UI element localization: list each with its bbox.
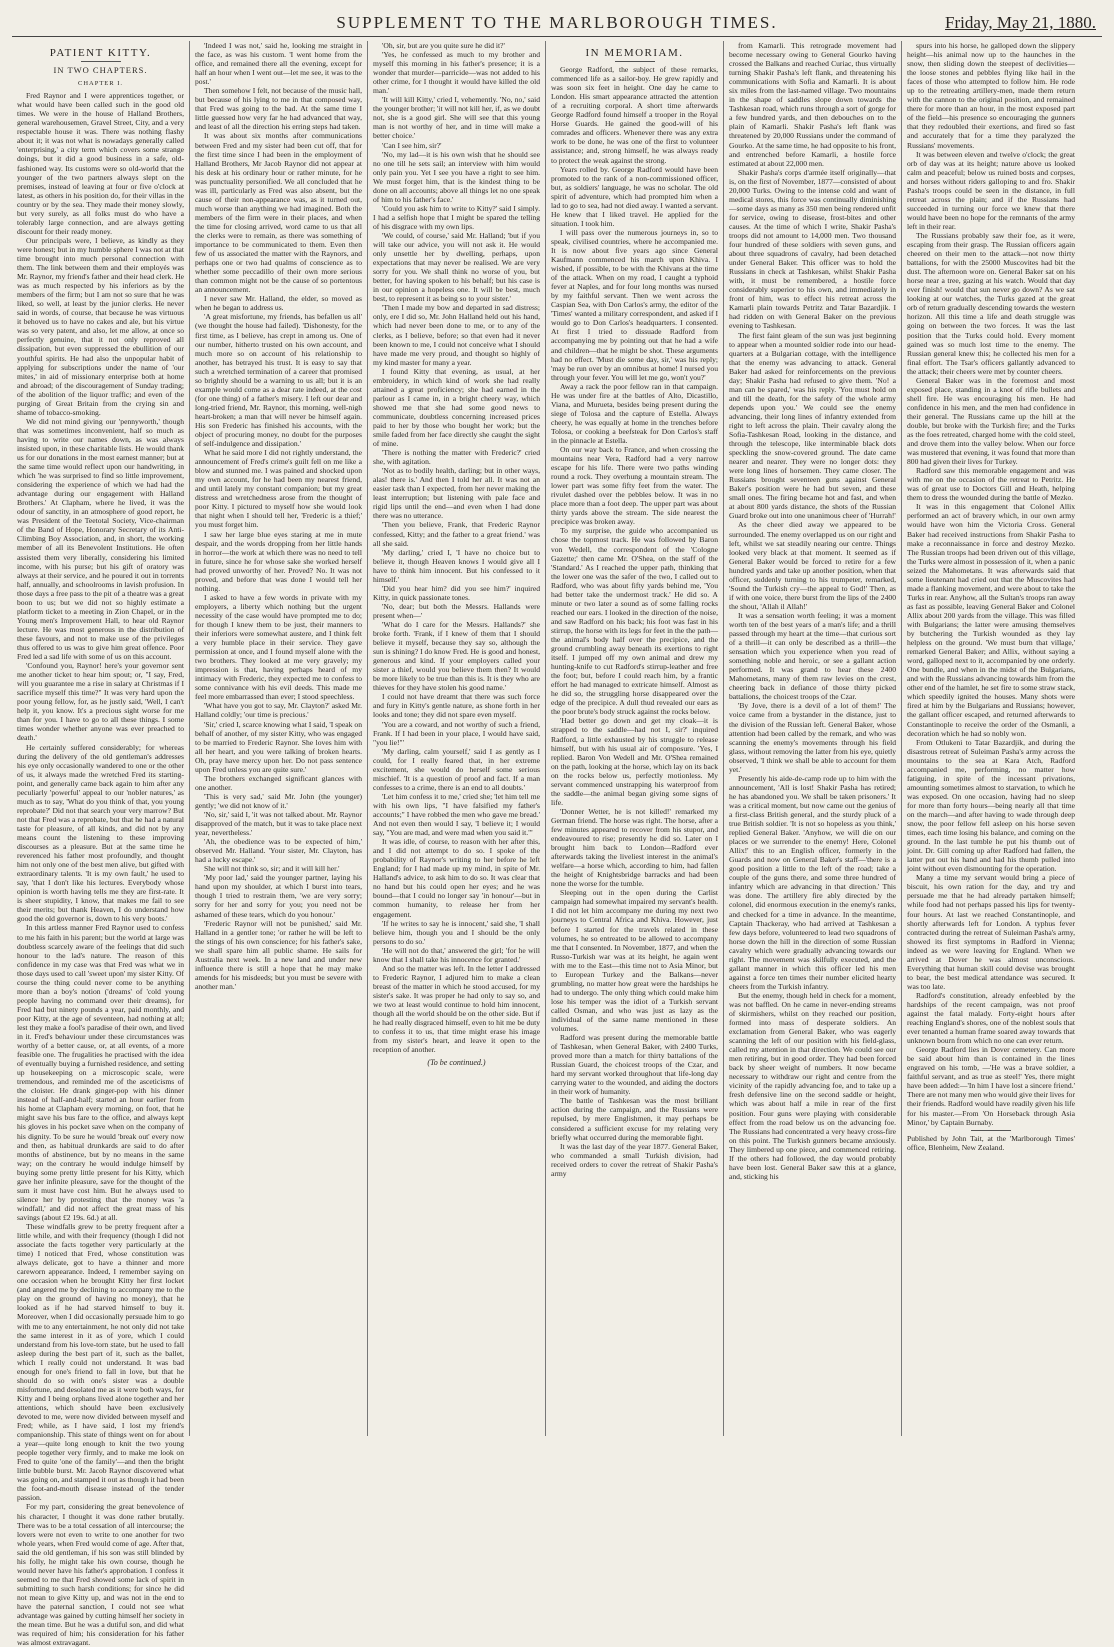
column-5 (724, 41, 902, 1436)
paragraph: 'A great misfortune, my friends, has befallen us all' (we thought the house had failed). 'Dishonesty, for the first time, as I believe, has crept in among us. One of our number, hitherto trusted on his own account, and much more so on account of his relationship to another, has betrayed his trust. It is easy to say that such a wretched termination of a career that promised so brightly should be a warning to us all; but it is an example would come as a dear rate indeed, at the cost (for one thing) of a father's misery. I left our dear and long-tried friend, Mr. Raynor, this morning, well-nigh heart-broken; a man that will never be himself again. His son Frederic has finished his accounts, with the object of procuring money, no doubt for the purposes of self-indulgence and dissipation.' (195, 312, 362, 449)
paragraph: I found Kitty that evening, as usual, at her embroidery, in which kind of work she had really attained a great proficiency; she had earned in the parlour as I came in, in a bright cheery way, which showed me that she had some good news to communicate, doubtless concerning increased prices paid to her by those who bought her work; but the smile faded from her face directly she caught the sight of mine. (373, 366, 540, 449)
paragraph: 'No, sir,' said I, 'it was not talked about. Mr. Raynor disapproved of the match, but it was to take place next year, nevertheless.' (195, 809, 362, 838)
paragraph: George Radford lies in Dover cemetery. Can more be said about him than is contained in the lines engraved on his tomb, —'He was a brave soldier, a faithful servant, and as true as steel!' Yes, there might have been added:—'In him I have lost a sincere friend.' There are not many men who would give their lives for their friends. Radford would have readily given his life for his master.—From 'On Horseback through Asia Minor,' by Captain Burnaby. (907, 1045, 1075, 1127)
paragraph: The brothers exchanged significant glances with one another. (195, 773, 362, 792)
paragraph: 'Had better go down and get my cloak—it is strapped to the saddle—had not I, sir?' inquired Radford, a little exhausted by his struggle to release himself, but with his usual air of composure. 'Yes, I replied. Baron Von Wedell and Mr. O'Shea remained on the path, looking at the horse, which lay on its back on the rocks below us, perfectly motionless. My servant commenced unstrapping his waterproof from the saddle—the animal began giving some signs of life. (551, 716, 718, 807)
paragraph: Our principals were, I believe, as kindly as they were honest; but in my humble sphere I was not at that time brought into much personal connection with them. The link between them and their employés was Mr. Raynor, my friend's father and their head clerk. He was as much respected by his inferiors as by the members of the firm; but I am not so sure that he was liked, so well, at least by the junior clerks. He never said in words, of course, that because he was virtuous it behoved us to have no cakes and ale, but his virtue was so very patent, and also, let me allow, at once so perfectly genuine, that it not only reproved all dissipation, but even suppressed the ebullition of our youthful spirits. He had also the unpopular habit of applying for subscriptions under the name of 'our mites,' in aid of missionary enterprise both at home and abroad; of the discouragement of Sunday trading; of the abolition of the liquor traffic; and even of the purging of Great Britain from the crying sin and shame of tobacco-smoking. (17, 235, 184, 417)
divider (971, 1130, 1011, 1131)
divider (615, 61, 655, 62)
paragraph: What he said more I did not rightly understand, the announcement of Fred's crime's guilt fell on me like a blow and stunned me. I was pained and shocked upon my own account, for he had been my nearest friend, and until lately my constant companion; but my great distress and wretchedness arose from the thought of poor Kitty. I pictured to myself how she would look that night when I should tell her, 'Frederic is a thief;' you must forget him. (195, 448, 362, 530)
paragraph: Presently his aide-de-camp rode up to him with the announcement, 'All is lost! Shakir Pasha has retired; he has abandoned you. We shall be taken prisoners.' It was a critical moment, but now came out the genius of a first-class British general, and the sturdy pluck of a true British soldier. 'It is not so hopeless as you think,' replied General Baker. 'Anyhow, we will die on our places or we surrender to the enemy! Here, Colonel Allix!' this to an English officer, formerly in the Guards and now on General Baker's staff—'there is a good position a little to the left of the road; take a couple of the guns there, and some three hundred of infantry which are advancing in that direction.' This was done. The artillery fire ably directed by the colonel, did enormous execution in the enemy's ranks, and checked for a time in advance. In the meantime, Captain Thackeray, who had arrived at Tashkesan a few days before, volunteered to lead two squadrons of horse down the hill in the direction of some Russian cavalry which were gradually advancing towards our right. The movement was skilfully executed, and the gallant manner in which this officer led his men against a force ten times their number elicited hearty cheers from the Turkish infantry. (729, 773, 896, 991)
paragraph: 'Could you ask him to write to Kitty?' said I simply. I had a selfish hope that I might be spared the telling of his disgrace with my own lips. (373, 203, 540, 231)
memoriam-body-continued (729, 41, 896, 1181)
paragraph: 'No, my lad—it is his own wish that he should see no one till he sets sail; an interview with him would only pain you. Yet I see you have a right to see him. We must forget him, that is the kindest thing to be done on all accounts; above all things let no one speak of him to his father's face.' (373, 149, 540, 204)
story-body-continued (373, 41, 540, 1054)
paragraph: 'We could, of course,' said Mr. Halland; 'but if you will take our advice, you will not ask it. He would only unsettle her by dwelling, perhaps, upon expectations that may never be realised. We are very sorry for you. We shall think no worse of you, but better, for having spoken to his behalf; but his case is in our opinion a hopeless one. It will be best, much best, to represent it as being so to your sister.' (373, 230, 540, 304)
paragraph: 'Let him confess it to me,' cried she; 'let him tell me with his own lips, "I have falsified my father's accounts;" I have robbed the men who gave me bread.' And not even then would I say, 'I believe it; I would say, "You are mad, and were mad when you said it."' (373, 791, 540, 838)
paragraph: 'What have you got to say, Mr. Clayton?' asked Mr. Halland coldly; 'our time is precious.' (195, 701, 362, 720)
memoriam-title: IN MEMORIAM. (585, 47, 684, 59)
paragraph: spurs into his horse, he galloped down the slippery height—his animal now up to the haunches in the snow, then sliding down the steepest of declivities—the loose stones and pebbles flying like hail in the faces of those who attempted to follow him. He rode up to the retreating artillery-men, made them return with the cannon to the original position, and remained there for more than an hour, in the most exposed part of the field—his presence so encouraging the gunners that they redoubled their exertions, and fired so fast and accurately that for a time they paralyzed the Russians' movements. (907, 41, 1075, 150)
paragraph: Years rolled by. George Radford would have been promoted to the rank of a non-commissioned officer, but, as soldiers' language, he was no scholar. The old spirit of adventure, which had prompted him when a lad to go to sea, had not died away. I wanted a servant. He knew that I liked travel. He applied for the situation. I took him. (551, 164, 718, 228)
paragraph: We did not mind giving our 'pennyworth,' though that was sometimes inconvenient, half so much as having to write our names down, as was always insisted upon, in these charitable lists. He would thank us for our donations in the most earnest manner; but at the same time would reflect upon our handwriting, in which 'he was surprised to find so little improvement, considering the experience of which we had had the advantage during our engagement with Halland Brothers.' At Clapham, where he lived, it was the odour of sanctity, in an atmosphere of good report, he was President of the Teetotal Society, Vice-chairman of the Band of Hope, Honorary Secretary of its Anti-Climbing Boy Association, and, in short, the working member of all its Benevolent Institutions. He often assisted them very liberally, considering his limited income, with his purse; but his gift of oratory was always at their service, and he poured it out in torrents half, annually, and schoolrooms in lavish profusion. In those days a free pass to the pit of a theatre was a great boon to us; but we did not so highly estimate a platform ticket to a meeting in Zion Chapel, or in the Young men's Improvement Hall, to hear old Raynor lecture. He was most generous in the distribution of these favours, and not to make use of the privileges thus offered to us was to give him great offence. Poor Fred led a sad life with some of us on this account. (17, 416, 184, 662)
paragraph: 'It will kill Kitty,' cried I, vehemently. 'No, no,' said the younger brother; 'it will not kill her, if, as we doubt not, she is a good girl. She will see that this young man is not worthy of her, and in time will make a better choice.' (373, 95, 540, 141)
paragraph: 'My darling,' cried I, 'I have no choice but to believe it, though Heaven knows I would give all I have to think him innocent. But his confessed to it himself.' (373, 547, 540, 584)
paragraph: 'Yes, he confessed as much to my brother and myself this morning in his father's presence; it is a wonder that murder—parricide—was not added to his other crime, for I thought it would have killed the old man.' (373, 50, 540, 96)
paragraph: He certainly suffered considerably; for whereas during the delivery of the old gentleman's addresses his eye only occasionally wandered to one or the other of us, it always made the wretched Fred its starting-point, and generally came back again to him after any peculiarly 'powerful' appeal to our 'nobler natures,' as much as to say, 'What do you think of that, you young reprobate?' Did not that search your very marrow? But not that Fred was a reprobate, but that he had a natural taste for pleasure, of all kinds, and did not by any means count the listening to these improving discourses as a pleasure. But at the same time he reverenced his father most profoundly, and thought him not only one of the best men alive, but gifted with extraordinary talents. 'It is my own fault,' he used to say, 'that I don't like his lectures. Everybody whose opinion is worth having tells me they are first-rate. It is sheer stupidity, I know, that makes me fail to see their merits; but thank Heaven, I do understand how good the old governor is, down to his very boots.' (17, 742, 184, 924)
paragraph: 'You are a coward, and not worthy of such a friend, Frank. If I had been in your place, I would have said, "you lie!"' (373, 719, 540, 747)
continued-note: (To be continued.) (427, 1058, 486, 1068)
paragraph: 'If he writes to say he is innocent,' said she, 'I shall believe him, though you and I should be the only persons to do so.' (373, 918, 540, 946)
paragraph: The first faint gleam of the sun was just beginning to appear when a mounted soldier rode into our head-quarters at a Bulgarian cottage, with the intelligence that the enemy was advancing to attack. General Baker had asked for reinforcements on the previous day; Shakir Pasha had refused to give them. 'No! a man can be spared,' was his reply. 'You must hold on and till the death, for the safety of the whole army depends upon you.' We could see the enemy advancing, their long lines of infantry extended from right to left across the plain. Their cavalry along the Sofia-Tashkesan Road, looking in the distance, and through the telescope, like interminable black dots speckling the snow-covered ground. The date came nearer and nearer. They were no longer dots: they were long lines of horsemen. They came closer. The Russians brought seventeen guns against General Baker's position were he had but seven, and these small ones. The firing became hot and fast, and when at about 800 yards distance, the shots of the Russian Guard broke out into one unanimous cheer of 'Hurrah!' (729, 330, 896, 521)
masthead (12, 10, 1102, 37)
paragraph: 'Ah, the obedience was to be expected of him,' observed Mr. Halland. 'Your sister, Mr. Clayton, has had a lucky escape.' (195, 837, 362, 865)
paragraph: 'No, dear; but both the Messrs. Hallands were present when—' (373, 601, 540, 620)
masthead-title: SUPPLEMENT TO THE MARLBOROUGH TIMES. (336, 13, 778, 32)
paragraph: From Otlukeni to Tatar Bazardjik, and during the disastrous retreat of Suleiman Pasha's army across the mountains to the sea at Kara Atch, Radford accompanied me, performing, no matter how fatiguing, in spite of the incessant privations, amounting sometimes almost to starvation, to which he was exposed. On one occasion, having had no sleep for more than forty hours—being nearly all that time on the march—and after having to wade through deep snow, the poor fellow fell asleep on his horse seven times, each time losing his balance, and coming on the ground. In the last tumble he put his thumb out of joint. Dr. Gill coming up after Radford had fallen, the latter put out his hand and had his thumb pulled into joint without even dismounting for the operation. (907, 737, 1075, 874)
paragraph: It was the last day of the year 1877. General Baker, who commanded a small Turkish division, had received orders to cover the retreat of Shakir Pasha's army (551, 1141, 718, 1178)
paragraph: It was a sensation worth feeling; it was a moment worth ten of the best years of a man's life; and a thrill passed through my heart at the time—that curious sort of a thrill—it can only be described as a thrill—the sensation which you experience when you read of something noble and heroic, or see a gallant action performed. It was grand to hear these 2400 Mahometans, many of them raw levies on the crest, cheering back in defiance of those thirty picked battalions, the choicest troops of the Czar. (729, 610, 896, 702)
paragraph: 'This is very sad,' said Mr. John (the younger) gently; 'we did not know of it.' (195, 791, 362, 810)
chapter-heading: CHAPTER I. (77, 80, 124, 88)
paragraph: 'Indeed I was not,' said he, looking me straight in the face, as was his custom. 'I went home from the office, and remained there all the evening, except for half an hour when I went out—let me see, it was to the post.' (195, 41, 362, 87)
paragraph: Radford was present during the memorable battle of Tashkesan, when General Baker, with 2400 Turks, proved more than a match for thirty battalions of the Russian Guard, the choicest troops of the Czar, and hard my servant worked throughout that life-long day carrying water to the wounded, and aiding the doctors in their work of humanity. (551, 1033, 718, 1097)
imprint: Published by John Tait, at the 'Marlborough Times' office, Blenheim, New Zealand. (907, 1133, 1075, 1152)
paragraph: 'My darling, calm yourself,' said I as gently as I could, for I really feared that, in her extreme excitement, she would do herself some serious mischief. 'It is a question of proof and fact. If a man confesses to a crime, there is an end to all doubts.' (373, 746, 540, 792)
story-body (17, 91, 184, 1647)
paragraph: 'Did you hear him? did you see him?' inquired Kitty, in quick passionate tones. (373, 583, 540, 602)
paragraph: 'By Jove, there is a devil of a lot of them!' The voice came from a bystander in the distance, just to the division of the Russian left. General Baker, whose attention had been called by the remark, and who was scanning the enemy's movements through his field glass, without removing the latter from his eye, quietly observed, 'I think we shall be able to account for them yet.' (729, 701, 896, 774)
paragraph: Radford saw this memorable engagement and was with me on the occasion of the retreat to Petritz. He was of great use to Doctors Gill and Heath, helping them to dress the wounded during the battle of Mezko. (907, 466, 1075, 503)
memoriam-body-continued (907, 41, 1075, 1127)
paragraph: On our way back to France, and when crossing the mountains near Vera, Radford had a very narrow escape for his life. There were two paths winding round a rock. They overhung a mountain stream. The lower part was some fifty feet from the water. The rivulet dashed over the pebbles below. It was in no place more than a foot deep. The upper part was about thirty yards above the stream. The side nearest the precipice was broken away. (551, 445, 718, 527)
paragraph: The battle of Tashkesan was the most brilliant action during the campaign, and the Russians were repulsed, by mere Englishmen, it may perhaps be considered a sufficient excuse for my relating very briefly what occurred during the memorable fight. (551, 1096, 718, 1142)
paragraph: George Radford, the subject of these remarks, commenced life as a sailor-boy. He grew rapidly and was soon six feet in height. One day he came to London. His smart appearance attracted the attention of a recruiting corporal. A short time afterwards George Radford found himself a trooper in the Royal Horse Guards. He gained the good-will of his comrades and officers. Whenever there was any extra work to be done, he was one of the first to volunteer assistance; and, strong himself, he was always ready to protect the weak against the strong. (551, 65, 718, 165)
paragraph: 'My poor lad,' said the younger partner, laying his hand upon my shoulder, at which I burst into tears, though I tried to restrain them, 'we are very sorry; sorry for her and sorry for you; you need not be ashamed of these tears, which do you honour.' (195, 873, 362, 919)
paragraph: These windfalls grew to be pretty frequent after a little while, and with their frequency (though I did not associate the facts together very particularly at the time) I noticed that Fred, whose constitution was always delicate, got to have a thinner and more careworn appearance. Indeed, I remember saying on one occasion when he brought Kitty her first locket (and angered me by declining to accompany me to the play on the ground of having no money), that he looked as if he had starved himself to buy it. Moreover, when I did occasionally persuade him to go with me to any entertainment, he not only did not take the same interest in it as of yore, which I could understand from his love-torn state, but he used to fall asleep during the best part of it, such as the ballet, which I really could not understand. It was bad enough for one's friend to fall in love, but that he should do so with one's sister was a double misfortune, and desolated me as it were both ways, for Kitty and I being orphans lived alone together and her attentions, which should have been exclusively devoted to me, were now divided between myself and Fred; while, as I have said, I lost my friend's companionship. This state of things went on for about a year—quite long enough to knit the two young people together very firmly, and to make me look on Fred to quite 'one of the family'—and then the bright little bubble burst. Mr. Jacob Raynor discovered what was going on, and stamped it out as though it had been the foot-and-mouth disease instead of the tender passion. (17, 1222, 184, 1503)
paragraph: 'What do I care for the Messrs. Hallands?' she broke forth. 'Frank, if I knew of them that I should believe it myself, because they say so, although the sun is shining? I do know Fred. He is good and honest, generous and kind. If your employers called your sister a thief, would you believe them then? It would be more likely to be true than this is. It is they who are thieves for they have stolen his good name.' (373, 620, 540, 693)
paragraph: Away a rack the poor fellow ran in that campaign. He was under fire at the battles of Alto, Dicastillo, Viana, and Murueta, besides being present during the siege of Tolosa and the capture of Estella. Always cheery, he was equally at home in the trenches before Tolosa, or cooking a beefsteak for Don Carlos's staff in the pinnacle at Estella. (551, 381, 718, 445)
paragraph: It was about six months after communications between Fred and my sister had been cut off, that for the first time since I had been in the employment of Halland Brothers, Mr Jacob Raynor did not appear at his desk at his ordinary hour or rather minute, for he was punctuality personified. We all concluded that he was ill, particularly as Fred was also absent, but the cause of their non-appearance was, as it turned out, much worse than anything we had imagined. Both the members of the firm were in their places, and when the time for closing arrived, word came to us that all the clerks were to remain, as there was something of importance to be communicated to them. Even then few of us associated the matter with the Raynors, and perhaps one or two had qualms of conscience as to whether some peccadillo of their own more serious than common might not be the cause of so portentous an announcement. (195, 131, 362, 295)
paragraph: Fred Raynor and I were apprentices together, or what would have been called such in the good old times. We were in the house of Halland Brothers, general warehousemen, Gravel Street, City, and a very respectable house it was. There was nothing flashy about it; it was not what is nowadays generally called 'enterprising,' a city term which covers some strange doings, but it did a good business in a safe, old-fashioned way. Its customs were so old-world that the younger of the two partners always slept on the premises, instead of leaving at four or five o'clock at latest, as others in his position do, for their villas in the country or by the sea. They made their money slowly, but very surely, as all folks must do who have a tolerably large connection, and are always getting discount for their ready money. (17, 91, 184, 236)
paragraph: The Russians probably saw their foe, as it were, escaping from their grasp. The Russian officers again cheered on their men to the attack—not now thirty battalions, for with the 25000 Muscovites had bit the dust. The afternoon wore on. General Baker sat on his horse near a tree, gazing at his watch. Would that day ever finish! would that sun never go down? As we sat looking at our watches, the Turks gazed at the great orb of return gradually descending towards the western horizon. All this time a life and death struggle was going on between the two forces. It was the last position that the Turks could hold. Every moment gained was so much lost time to the enemy. The Russian general knew this; he collected his men for a final effort. The Tsar's officers gallantly advanced to the attack; their cheers were met by counter cheers. (907, 230, 1075, 376)
paragraph: Sleeping out in the open during the Carlist campaign had somewhat impaired my servant's health. I did not let him accompany me during my next two journeys to Central Africa and Khiva. However, just before I started for the travels related in these volumes, he so entreated to be allowed to accompany me that I consented. In November, 1877, and when the Russo-Turkish war was at its height, he again went with me to the East—this time not to Asia Minor, but to European Turkey and the Balkans—never grumbling, no matter how great were the hardships he had to undergo. The only thing which could make him lose his temper was the idiot of a Turkish servant called Osman, and who was just as lazy as the individual of the same name mentioned in these volumes. (551, 888, 718, 1034)
paragraph: from Kamarli. This retrograde movement had become necessary owing to General Gourko having crossed the Balkans and reached Curiac, thus virtually turning Shakir Pasha's left flank, and threatening his communications with Sofia and Kamarli. It is about six miles from the last-named village. Two mountains in the shape of saddles slope down towards the Tashkesan road, which runs through a sort of gorge for a few hundred yards, and then debouches on to the plain of Kamarli. Shakir Pasha's left flank was threatened by 20,000 Russians under the command of Gourko. At the same time, he had opposite to his front, and entrenched before Kamarli, a hostile force estimated at about 22,000 men. (729, 41, 896, 168)
paragraph: It was idle, of course, to reason with her after this, and I did not attempt to do so. I spoke of the probability of Raynor's writing to her before he left England; for I had made up my mind, in spite of Mr. Halland's advice, to ask him to do so. It was clear that no hand but his could open her eyes; and he was bound—that I could no longer say 'in honour'—but in common humanity, to release her from her engagement. (373, 837, 540, 919)
divider (81, 61, 121, 62)
paragraph: In this artless manner Fred Raynor used to confess to me his faith in his parent; but the world at large was doubtless scarcely aware of the feelings that did such honour to the lad's nature. The reason of this confidence in my case was that Fred was what we in those days used to call 'sweet upon' my sister Kitty. Of course the thing could never come to be anything more than a boy's notion ('dreams' of 'cold young people having no command over their dreams), for Fred had but ninety pounds a year, paid monthly, and poor Kitty, at the age of seventeen, had nothing at all; lest they make a fool's paradise of their own, and lived in it. Fred's behaviour under these circumstances was worthy of a better cause, or, at all events, of a more feasible one. The frugalities he practised with the idea of eventually buying a furnished residence, and setting up housekeeping on a microscopic scale, were tremendous, and reminded me of the asceticisms of the cloister. He drank ginger-pop with his dinner instead of half-and-half; started an hour earlier from his home at Clapham every morning, on foot, that he might save his bus fare to the office, and always kept his gloves in his pocket save when on the company of his dignity. To be sure he would 'break out' every now and then, as habitual drunkards are said to do after months of abstinence, but by no means in the same way; on the contrary he would indulge himself by buying some pretty little present for his Kitty, which gave her infinite pleasure, save for the thought of the sum it must have cost him. But he always used to silence her by protesting that the money was 'a windfall,' and did not affect the great mass of his savings (about £2 19s. 6d.) at all. (17, 923, 184, 1222)
paragraph: 'Confound you, Raynor! here's your governor sent me another ticket to hear him spout; or, "I say, Fred, will you guarantee me a rise in salary at Christmas if I sacrifice myself this time?" It was very hard upon the poor young fellow, for, as he justly said, 'Well, I can't help it, you know. It's a precious sight worse for me than for you. I have to go to all these things. I some times wonder whether anyone was ever preached to death.' (17, 661, 184, 743)
paragraph: Then somehow I felt, not because of the music hall, but because of his lying to me in that composed way, that Fred was going to the bad. At the same time I little guessed how very far he had advanced that way, and least of all the direction his erring steps had taken. (195, 86, 362, 132)
paragraph: For my part, considering the great benevolence of his character, I thought it was done rather brutally. There was to be a total cessation of all intercourse; the lovers were not even to write to one another for two whole years, when Fred would come of age. After that, said the old gentleman, if his son was still blinded by his folly, he might take his own course, though he would never have his father's approbation. I confess it seemed to me that Fred showed some lack of spirit in submitting to such harsh conditions; for since he did not mean to give Kitty up, and was not in the end to have the paternal sanction, I could not see what advantage was gained by cutting himself her society in the mean time. But he was a dutiful son, and did what was required of him; his consideration for his father was almost extravagant. (17, 1502, 185, 1647)
paragraph: It was between eleven and twelve o'clock; the great orb of day was at its height; nature above us looked calm and peaceful; below us ruined bosts and corpses, and horses without riders galloping to and fro. Shakir Pasha's troops could be seen in the distance, in full retreat across the plain; and if the Russians had succeeded in turning our force we knew that there would have been no hope for the remnants of the army left in their rear. (907, 149, 1075, 231)
paragraph: 'Then I made my bow and departed in sad distress; only, ere I did so, Mr. John Halland held out his hand, which had never been done to me, or to any of the clerks, as I believe, before; so that even had it never been known to me, I could not conceive what I should have made me very proud, and thought so highly of my kind master for many a year. (373, 303, 540, 367)
paragraph: I will pass over the numerous journeys in, so to speak, civilised countries, where he accompanied me. It is now about five years ago since General Kaufmann commenced his march upon Khiva. I wished, if possible, to be with the Khivans at the time of the attack. When on my road, I caught a typhoid fever at Naples, and for four long months was nursed by my faithful servant. Then we went across the Caspian Sea, with Don Carlos's army, the editor of the 'Times' wanted a military correspondent, and asked if I would go to Don Carlos's headquarters. I consented. At first I tried to dissuade Radford from accompanying me by pointing out that he had a wife and children—that he might be shot. These arguments had no effect. 'Must die some day, sir,' was his reply; 'may be run over by an omnibus at home! I nursed you through your fever. You will let me go, won't you?' (551, 227, 718, 382)
paragraph: 'Can I see him, sir?' (382, 140, 442, 150)
columns (12, 41, 1102, 1647)
memoriam-body (551, 65, 718, 1178)
column-4 (546, 41, 724, 1436)
column-3 (368, 41, 546, 1436)
story-title: PATIENT KITTY. (49, 47, 152, 59)
column-6 (902, 41, 1080, 1436)
paragraph: 'Then you believe, Frank, that Frederic Raynor confessed, Kitty; and the father to a great friend.' was all she said. (373, 520, 540, 548)
paragraph: Radford's constitution, already enfeebled by the hardships of the recent campaign, was not proof against the fatal malady. Forty-eight hours after reaching England's shores, one of the noblest souls that ever tenanted a human frame soared away towards that unknown bourn from which no one can ever return. (907, 990, 1075, 1046)
paragraph: 'Frederic Raynor will not be punished,' said Mr. Halland in a gentler tone; 'or rather he will be left to the stings of his own conscience; for his father's sake, we shall spare him all public shame. He sails for Australia next week. In a new land and under new influence there is still a hope that he may make amends for his misdeeds; but you must be severe with another man.' (195, 918, 362, 991)
paragraph: 'Sir,' cried I, scarce knowing what I said, 'I speak on behalf of another, of my sister Kitty, who was engaged to be married to Frederic Raynor. She loves him with all her heart, and you were talking of broken hearts. Oh, pray have mercy upon her. Do not pass sentence upon Fred unless you are quite sure.' (195, 719, 362, 774)
paragraph: 'Oh, sir, but are you quite sure he did it?' (382, 41, 505, 50)
paragraph: General Baker was in the foremost and most exposed place, standing in a knot of rifle bullets and shell fire. He was encouraging his men. He had confidence in his men, and the men had confidence in their general. The Russians came up the hill at the double, but broke with the Turkish fire; and the Turks as the foes retreated, charged home with the cold steel, and drove them into the valley below. When our force was mustered that evening, it was found that more than 800 had given their lives for Turkey. (907, 375, 1075, 467)
paragraph: I saw her large blue eyes staring at me in mute despair, and the words dropping from her little hands in horror—the work at which there was no need to tell in future, since he for whose sake she worked herself had proved unworthy of her. Proved? No. It was not proved, and before that was done I would tell her nothing. (195, 529, 362, 593)
paragraph: She will not think so, sir; and it will kill her.' (204, 864, 340, 874)
column-1 (12, 41, 190, 1647)
paragraph: To my surprise, the guide who accompanied us chose the topmost track. He was followed by Baron von Wedell, the correspondent of the 'Cologne Gazette;' then came Mr. O'Shea, on the staff of the 'Standard.' As I reached the upper path, thinking that the lower one was the safer of the two, I called out to Radford, who was about fifty yards behind me, 'You had better take the undermost track.' He did so. A minute or two later a sound as of some falling rocks reached our ears. I looked in the direction of the noise, and saw Radford on his back; his foot was fast in his stirrup, the horse with its legs for feet in the the path—the animal's body half over the precipice, and the ground crumbling away beneath its exertions to right itself. I jumped off my own animal and drew my hunting-knife to cut Radford's stirrup-leather and free the foot; but, before I could reach him, by a frantic effort he had managed to extricate himself. Almost as he did so, the struggling horse disappeared over the edge of the precipice. A dull thud revealed our ears as the poor brute's body struck against the rocks below. (551, 526, 718, 717)
paragraph: 'There is nothing the matter with Frederic?' cried she, with agitation. (373, 448, 540, 467)
story-subtitle: IN TWO CHAPTERS. (53, 65, 148, 76)
paragraph: I could not have dreamt that there was such force and fury in Kitty's gentle nature, as shone forth in her looks and tone; they did not spare even myself. (373, 692, 540, 720)
paragraph: As the cheer died away we appeared to be surrounded. The enemy overlapped us on our right and left, whilst we sat steadily nearing our centre. Things looked very black at that moment. It seemed as if General Baker would be forced to retire for a few hundred yards and take up another position, when that officer, suddenly turning to his trumpeter, remarked, 'Sound the Turkish cry—the appeal to God!' Then, as if with one voice, there burst from the lips of the 2400 the shout, 'Allah il Allah!' (729, 520, 896, 611)
paragraph: I asked to have a few words in private with my employers, a liberty which nothing but the urgent necessity of the case would have prompted me to do; for though I knew them to be just, their manners to their inferiors were somewhat austere, and I think felt a very humble place in their service. They gave permission at once, and I found myself alone with the two brothers. They looked at me very gravely; my impression is that, having perhaps heard of my intimacy with Frederic, they expected me to confess to some connivance with his evil deeds. This made me feel more embarrassed than ever; I stood speechless. (195, 592, 362, 702)
issue-date: Friday, May 21, 1880. (945, 13, 1096, 32)
paragraph: It was in this engagement that Colonel Allix performed an act of bravery which, in our own army would have won him the Victoria Cross. General Baker had received instructions from Shakir Pasha to make a reconnaissance in force and destroy Mezko. The Russian troops had been driven out of this village, the Turks were almost in possession of it, when a panic seized the Mahometans. It was afterwards said that some lieutenant had cried out that the Muscovites had made a flanking movement, and were about to take the Turks in rear. Anyhow, all the Sultan's troops ran away as fast as possible, leaving General Baker and Colonel Allix about 200 yards from the village. This was filled with Bulgarians; the latter were amusing themselves by butchering the Turkish wounded as they lay helpless on the ground. 'We must burn that village,' remarked General Baker; and Allix, without saying a word, galloped next to it, accompanied by one orderly. One bundle, and when in the midst of the Bulgarians, and with the Russians advancing towards him from the other end of the hamlet, he set fire to some straw stack, which speedily ignited the houses. Many shots were fired at him by the Bulgarians and Russians; however, the gallant officer escaped, and returned afterwards to Constantinople to receive the order of the Osmanli, a decoration which he had so nobly won. (907, 502, 1075, 738)
paragraph: And so the matter was left. In the letter I addressed to Frederic Raynor, I adjured him to make a clean breast of the matter in which he stood accused, for my sister's sake. It was proper he had only to say so, and we two at least would continue to hold him innocent, though all the world should be on the other side. But if he had really disgraced himself, even to hit me be duty to confess it to us, that time might erase his image from my sister's heart, and leave it open to the reception of another. (373, 963, 540, 1055)
paragraph: But the enemy, though held in check for a moment, was not baffled. On he came in never-ending streams of skirmishers, whilst on they reached our position, formed into mass of desperate soldiers. An exclamation from General Baker, who was eagerly scanning the left of our position with his field-glass, called my attention in that direction. We could see our men retiring, but in good order. They had been forced back by sheer weight of numbers. It now became necessary to withdraw our right and centre from the vicinity of the rapidly advancing foe, and to take up a fresh defensive line on the second saddle or height, which was about half a mile in rear of the first position. Four guns were playing with considerable effect from the road below us on the advancing foe. The Russians had concentrated a very heavy cross-fire on this point. The Turkish gunners became anxiously. They limbered up one piece, and commenced retiring. If the others had followed, the day would probably have been lost. General Baker saw this at a glance, and, sticking his (729, 990, 896, 1181)
paragraph: Many a time my servant would bring a piece of biscuit, his own ration for the day, and try and persuade me that he had already partaken himself; while food had not perhaps passed his lips for twenty-four hours. At last we reached Constantinople, and shortly afterwards left for London. A typhus fever contracted during the retreat of Suleiman Pasha's army, showed its first symptoms in Radford in Vienna; indeed as we were leaving for England. When we arrived at Dover he was almost unconscious. Everything that human skill could devise was brought to bear, the best medical attendance was secured. It was too late. (907, 873, 1075, 991)
paragraph: I never saw Mr. Halland, the elder, so moved as when he began to address us. (195, 294, 362, 313)
paragraph: Shakir Pasha's corps d'armée itself originally—that is, on the first of November, 1877—consisted of about 20,000 Turks. Owing to the intense cold and want of medical stores, this force was continually diminishing—some days as many as 350 men being rendered unfit for service, owing to disease, frost-bites and other causes. At the time of which I write, Shakir Pasha's troops did not amount to 14,000 men. Two thousand four hundred of these soldiers with seven guns, and about three squadrons of cavalry, had been detached under General Baker. This officer was to hold the Russians in check at Tashkesan, whilst Shakir Pasha with, it must be remembered, a hostile force considerably superior to his own, and immediately in front of him, was to effect his retreat across the Kamarli plain towards Petritz and Tatar Bazardjik. I had ridden on with General Baker on the previous evening to Tashkesan. (729, 167, 896, 331)
paragraph: 'He will not do that,' answered the girl; 'for he will know that I shall take his innocence for granted.' (373, 945, 540, 964)
column-2 (190, 41, 368, 1436)
paragraph: 'Not as to bodily health, darling; but in other ways, alas! there is.' And then I told her all. It was not an easier task than I expected, from her never making the least interruption; but listening with pale face and rigid lips until the end—and even when I had done there was no utterance. (373, 466, 540, 521)
story-body-continued (195, 41, 362, 991)
paragraph: 'Donner Wetter, he is not killed!' remarked my German friend. The horse was right. The horse, after a few minutes appeared to recover from his stupor, and endeavoured to rise; presently he did so. Later on I brought him back to London—Radford ever afterwards taking the liveliest interest in the animal's welfare—a horse which, according to him, had fallen the height of Knightsbridge barracks and had been none the worse for the tumble. (551, 806, 718, 889)
